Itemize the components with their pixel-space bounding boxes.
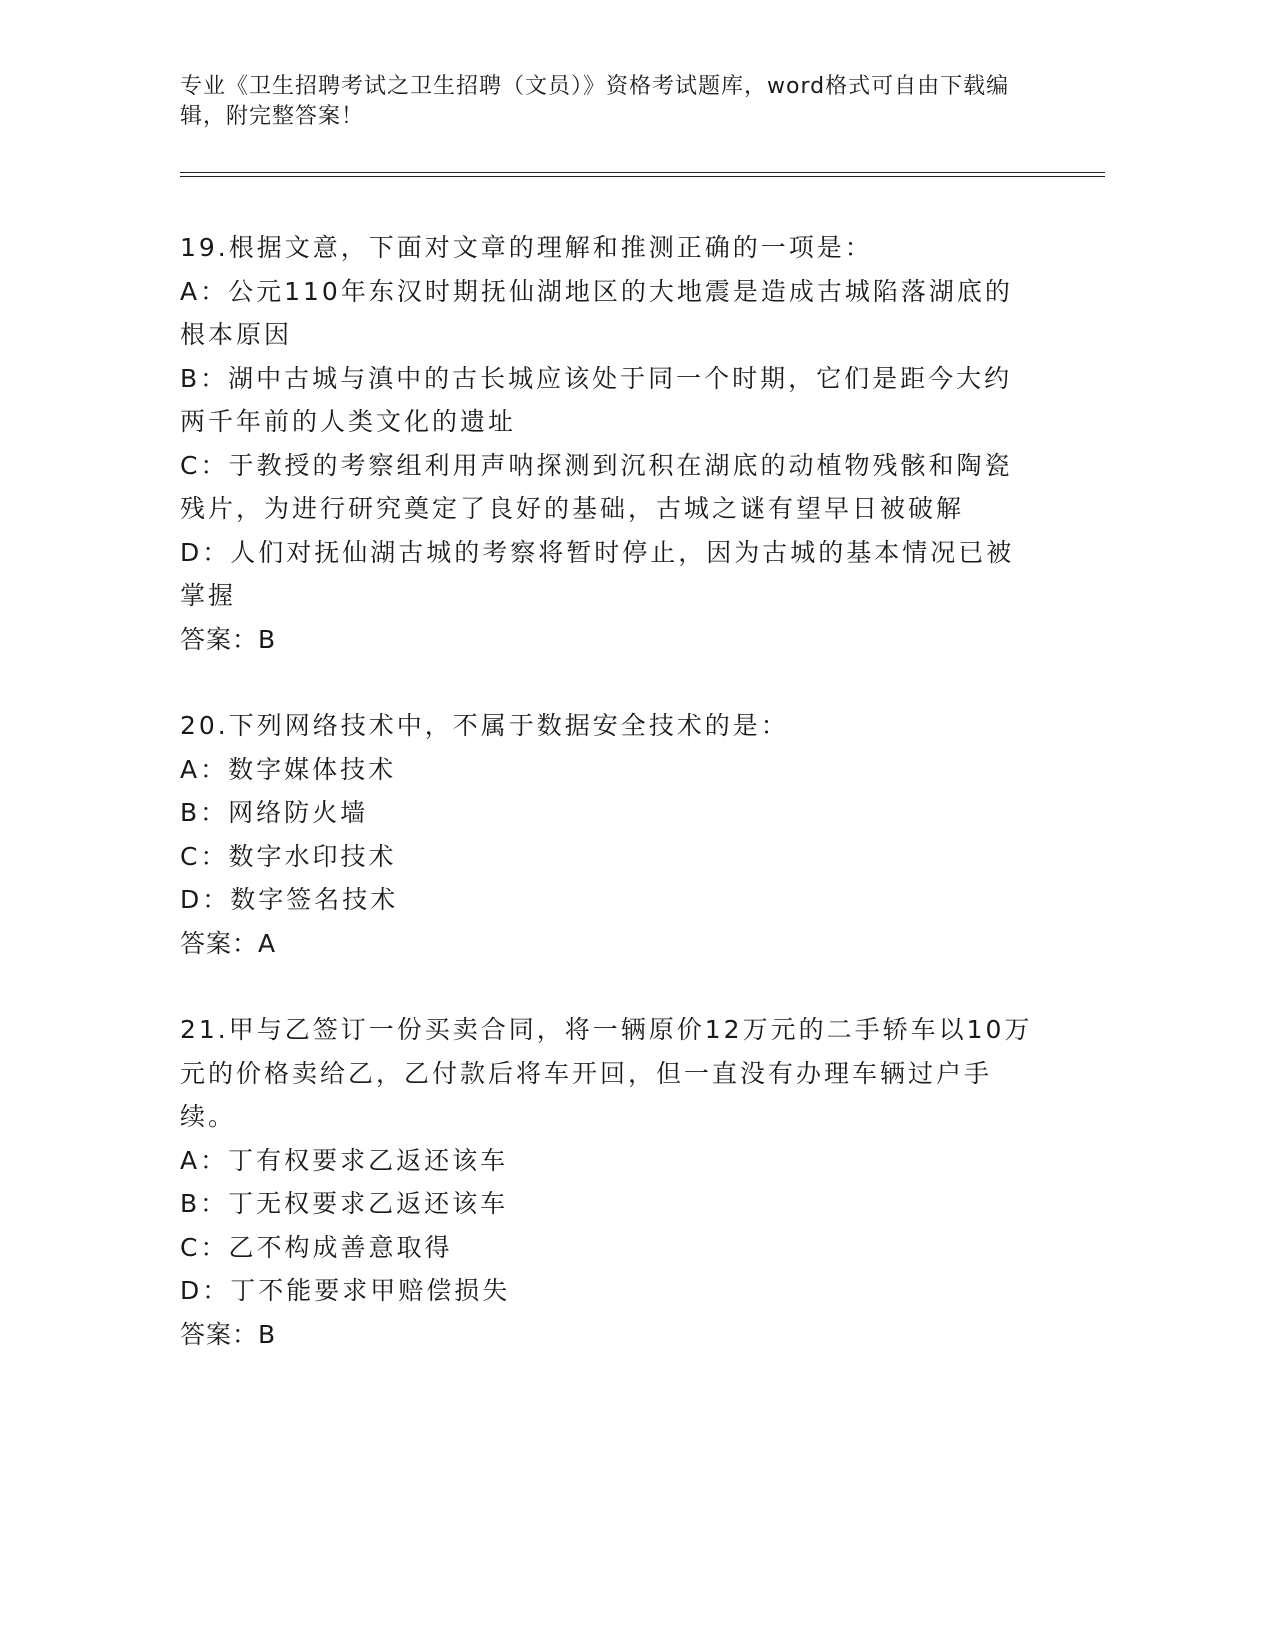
question-stem: 19.根据文意，下面对文章的理解和推测正确的一项是：: [180, 233, 873, 262]
option-d: D：数字签名技术: [180, 885, 399, 914]
option-a: A：丁有权要求乙返还该车: [180, 1145, 509, 1175]
question-21: [180, 1008, 1040, 1356]
option-d: D：人们对抚仙湖古城的考察将暂时停止，因为古城的基本情况已被掌握: [180, 537, 1015, 610]
answer-line: 答案：B: [180, 624, 277, 654]
answer-line: 答案：B: [180, 1319, 277, 1349]
option-b: B：网络防火墙: [180, 798, 369, 827]
question-stem: 21.甲与乙签订一份买卖合同，将一辆原价12万元的二手轿车以10万元的价格卖给乙，乙付款后将车开回，但一直没有办理车辆过户手续。: [180, 1015, 1033, 1131]
header-divider-bottom: [180, 176, 1105, 177]
option-b: B：丁无权要求乙返还该车: [180, 1189, 509, 1218]
header-divider-top: [180, 172, 1105, 173]
option-b: B：湖中古城与滇中的古长城应该处于同一个时期，它们是距今大约两千年前的人类文化的遗址: [180, 363, 1013, 436]
option-a: A：数字媒体技术: [180, 754, 397, 784]
option-c: C：数字水印技术: [180, 841, 397, 871]
question-20: [180, 704, 1040, 965]
option-a: A：公元110年东汉时期抚仙湖地区的大地震是造成古城陷落湖底的根本原因: [180, 276, 1013, 349]
question-list: [180, 226, 1040, 1399]
option-d: D：丁不能要求甲赔偿损失: [180, 1276, 511, 1305]
option-c: C：于教授的考察组利用声呐探测到沉积在湖底的动植物残骸和陶瓷残片，为进行研究奠定了良好的基础，古城之谜有望早日被破解: [180, 450, 1013, 523]
question-19: [180, 226, 1040, 661]
answer-line: 答案：A: [180, 928, 277, 958]
document-header: 专业《卫生招聘考试之卫生招聘（文员）》资格考试题库，word格式可自由下载编辑，附完整答案！: [180, 74, 1010, 129]
option-c: C：乙不构成善意取得: [180, 1232, 453, 1262]
question-stem: 20.下列网络技术中，不属于数据安全技术的是：: [180, 711, 789, 740]
